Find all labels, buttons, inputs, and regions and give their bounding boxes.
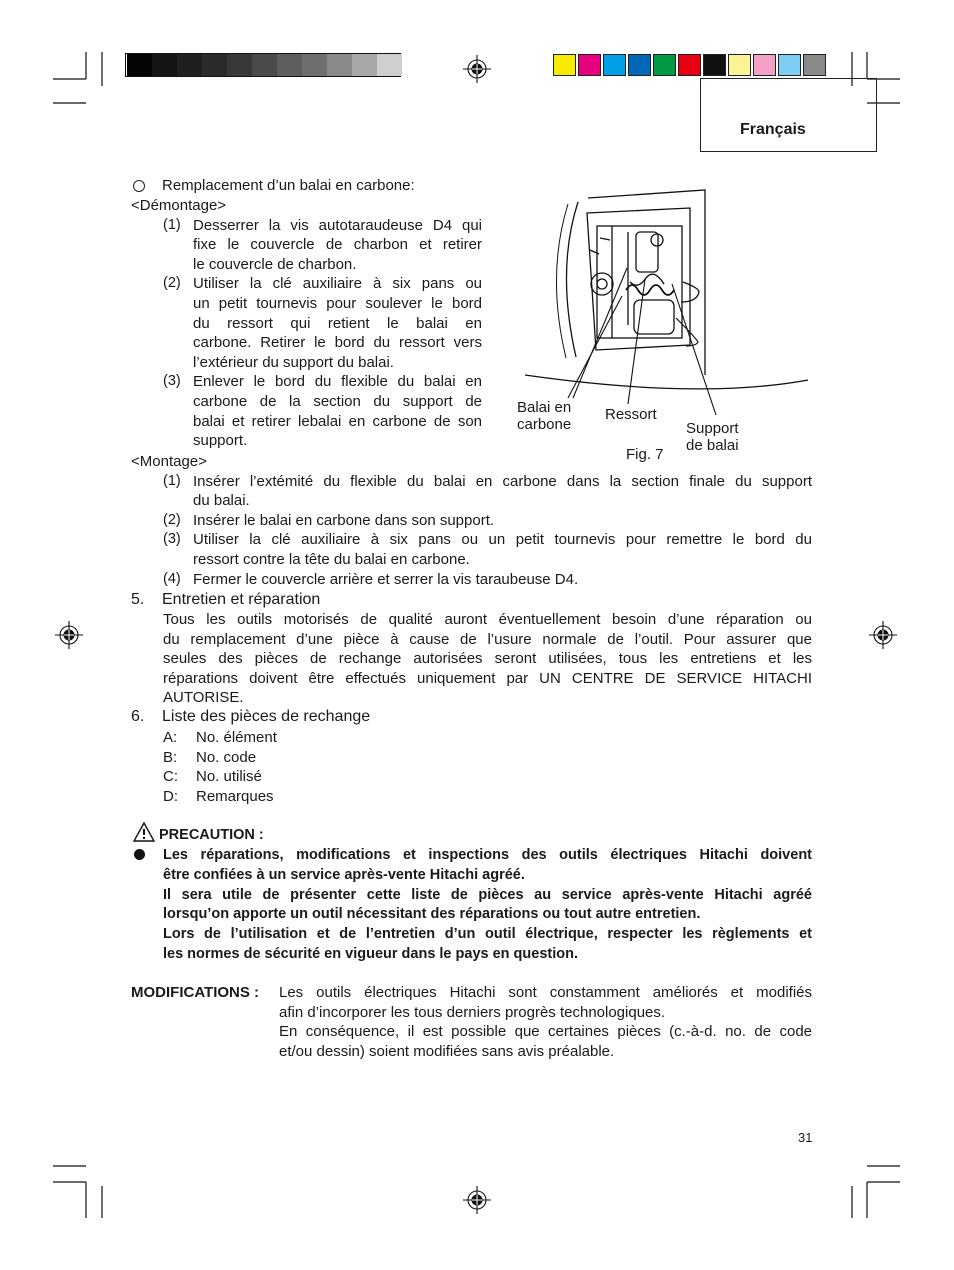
- color-swatch: [653, 54, 676, 76]
- gray-swatch: [327, 54, 352, 76]
- precaution-line: Il sera utile de présenter cette liste de pièces au service après-vente Hitachi agréé: [163, 886, 812, 903]
- step-line: Insérer l’extémité du flexible du balai en carbone dans la section finale du support: [193, 472, 812, 490]
- color-swatch: [703, 54, 726, 76]
- step-line: Desserrer la vis autotaraudeuse D4 qui: [193, 216, 482, 234]
- label-support-line-2: de balai: [686, 437, 739, 454]
- color-swatch: [728, 54, 751, 76]
- step-line: Utiliser la clé auxiliaire à six pans ou: [193, 275, 482, 293]
- list-value: No. élément: [196, 729, 277, 746]
- label-balai-line-2: carbone: [517, 416, 572, 433]
- step-line: support.: [193, 432, 248, 450]
- color-swatch: [778, 54, 801, 76]
- modifications-line: afin d’incorporer les tous derniers progrès technologiques.: [279, 1003, 666, 1021]
- brush-intro: Remplacement d’un balai en carbone:: [162, 177, 415, 194]
- precaution-line: lorsqu’on apporte un outil nécessitant des réparations ou tout autre entretien.: [163, 906, 701, 923]
- bullet-dot-icon: [134, 849, 145, 860]
- step-line: balai et retirer lebalai en carbone de son: [193, 412, 482, 430]
- modifications-line: En conséquence, il est possible que certaines pièces (c.-à-d. no. de code: [279, 1023, 812, 1041]
- step-line: Utiliser la clé auxiliaire à six pans ou un petit tournevis pour remettre le bord du: [193, 531, 812, 549]
- gray-swatch: [302, 54, 327, 76]
- color-swatch: [803, 54, 826, 76]
- label-balai-line-1: Balai en: [517, 399, 572, 416]
- step-number: (1): [163, 472, 181, 489]
- list-value: No. code: [196, 748, 257, 766]
- color-swatch: [678, 54, 701, 76]
- section5-title: Entretien et réparation: [162, 591, 321, 608]
- step-line: du balai.: [193, 492, 250, 510]
- paragraph-line: seules des pièces de rechange autorisées seront utilisées, tous les entretiens et les: [163, 650, 812, 668]
- step-line: carbone. Retirer le bord du ressort vers: [193, 334, 482, 352]
- list-key: A:: [163, 729, 178, 746]
- list-key: B:: [163, 748, 178, 766]
- section6-title: Liste des pièces de rechange: [162, 708, 371, 725]
- step-line: du ressort qui retient le balai en: [193, 314, 482, 332]
- precaution-title: PRECAUTION :: [159, 827, 264, 843]
- precaution-line: les normes de sécurité en vigueur dans le pays en question.: [163, 946, 578, 962]
- step-line: carbone de la section du support de: [193, 393, 482, 410]
- precaution-line: être confiées à un service après-vente Hitachi agréé.: [163, 866, 525, 883]
- precaution-line: Lors de l’utilisation et de l’entretien d’un outil électrique, respecter les règlements et: [163, 926, 812, 943]
- label-balai-en-carbone: [517, 399, 571, 433]
- paragraph-line: réparations doivent être effectués uniquement par UN CENTRE DE SERVICE HITACHI: [163, 669, 812, 687]
- modifications-line: et/ou dessin) soient modifiées sans avis préalable.: [279, 1042, 615, 1060]
- step-line: ressort contre la tête du balai en carbone.: [193, 551, 470, 568]
- step-line: l’extérieur du support du balai.: [193, 353, 394, 371]
- list-value: Remarques: [196, 787, 274, 805]
- paragraph-line: du remplacement d’une pièce à cause de l’usure normale de l’outil. Pour assurer que: [163, 630, 812, 648]
- gray-swatch: [202, 54, 227, 76]
- step-line: un petit tournevis pour soulever le bord: [193, 295, 482, 312]
- gray-swatch: [352, 54, 377, 76]
- gray-swatch: [402, 54, 427, 76]
- gray-swatch: [377, 54, 402, 76]
- list-value: No. utilisé: [196, 768, 262, 786]
- modifications-label: MODIFICATIONS :: [131, 984, 260, 1001]
- demontage-heading: <Démontage>: [131, 197, 227, 214]
- modifications-line: Les outils électriques Hitachi sont constamment améliorés et modifiés: [279, 984, 812, 1001]
- step-number: (4): [163, 570, 181, 587]
- step-number: (1): [163, 216, 181, 233]
- step-number: (3): [163, 373, 181, 390]
- montage-heading: <Montage>: [131, 453, 207, 470]
- precaution-line: Les réparations, modifications et inspections des outils électriques Hitachi doivent: [163, 847, 812, 863]
- label-ressort: Ressort: [605, 406, 657, 423]
- label-support-de-balai: [686, 420, 739, 454]
- step-line: Enlever le bord du flexible du balai en: [193, 373, 482, 391]
- label-support-line-1: Support: [686, 420, 739, 437]
- gray-swatch: [277, 54, 302, 76]
- step-line: fixe le couvercle de charbon et retirer: [193, 236, 482, 254]
- color-swatch: [603, 54, 626, 76]
- page-number: 31: [798, 1130, 813, 1145]
- section5-number: 5.: [131, 591, 145, 608]
- gray-swatch: [227, 54, 252, 76]
- list-key: D:: [163, 787, 178, 805]
- color-swatch: [628, 54, 651, 76]
- color-swatch: [578, 54, 601, 76]
- step-line: Fermer le couvercle arrière et serrer la vis taraubeuse D4.: [193, 570, 579, 588]
- color-swatch: [553, 54, 576, 76]
- step-number: (2): [163, 511, 181, 528]
- paragraph-line: Tous les outils motorisés de qualité auront éventuellement besoin d’une réparation ou: [163, 611, 812, 628]
- list-key: C:: [163, 768, 178, 786]
- step-line: le couvercle de charbon.: [193, 255, 357, 273]
- figure-caption: Fig. 7: [626, 446, 664, 463]
- step-number: (3): [163, 531, 181, 548]
- warning-triangle-icon: [133, 822, 155, 842]
- gray-swatch: [127, 54, 152, 76]
- color-swatch: [753, 54, 776, 76]
- step-line: Insérer le balai en carbone dans son support.: [193, 511, 495, 529]
- gray-swatch: [177, 54, 202, 76]
- gray-swatch: [252, 54, 277, 76]
- paragraph-line: AUTORISE.: [163, 689, 244, 707]
- section6-number: 6.: [131, 708, 145, 725]
- step-number: (2): [163, 275, 181, 292]
- language-label: Français: [740, 121, 806, 138]
- gray-swatch: [152, 54, 177, 76]
